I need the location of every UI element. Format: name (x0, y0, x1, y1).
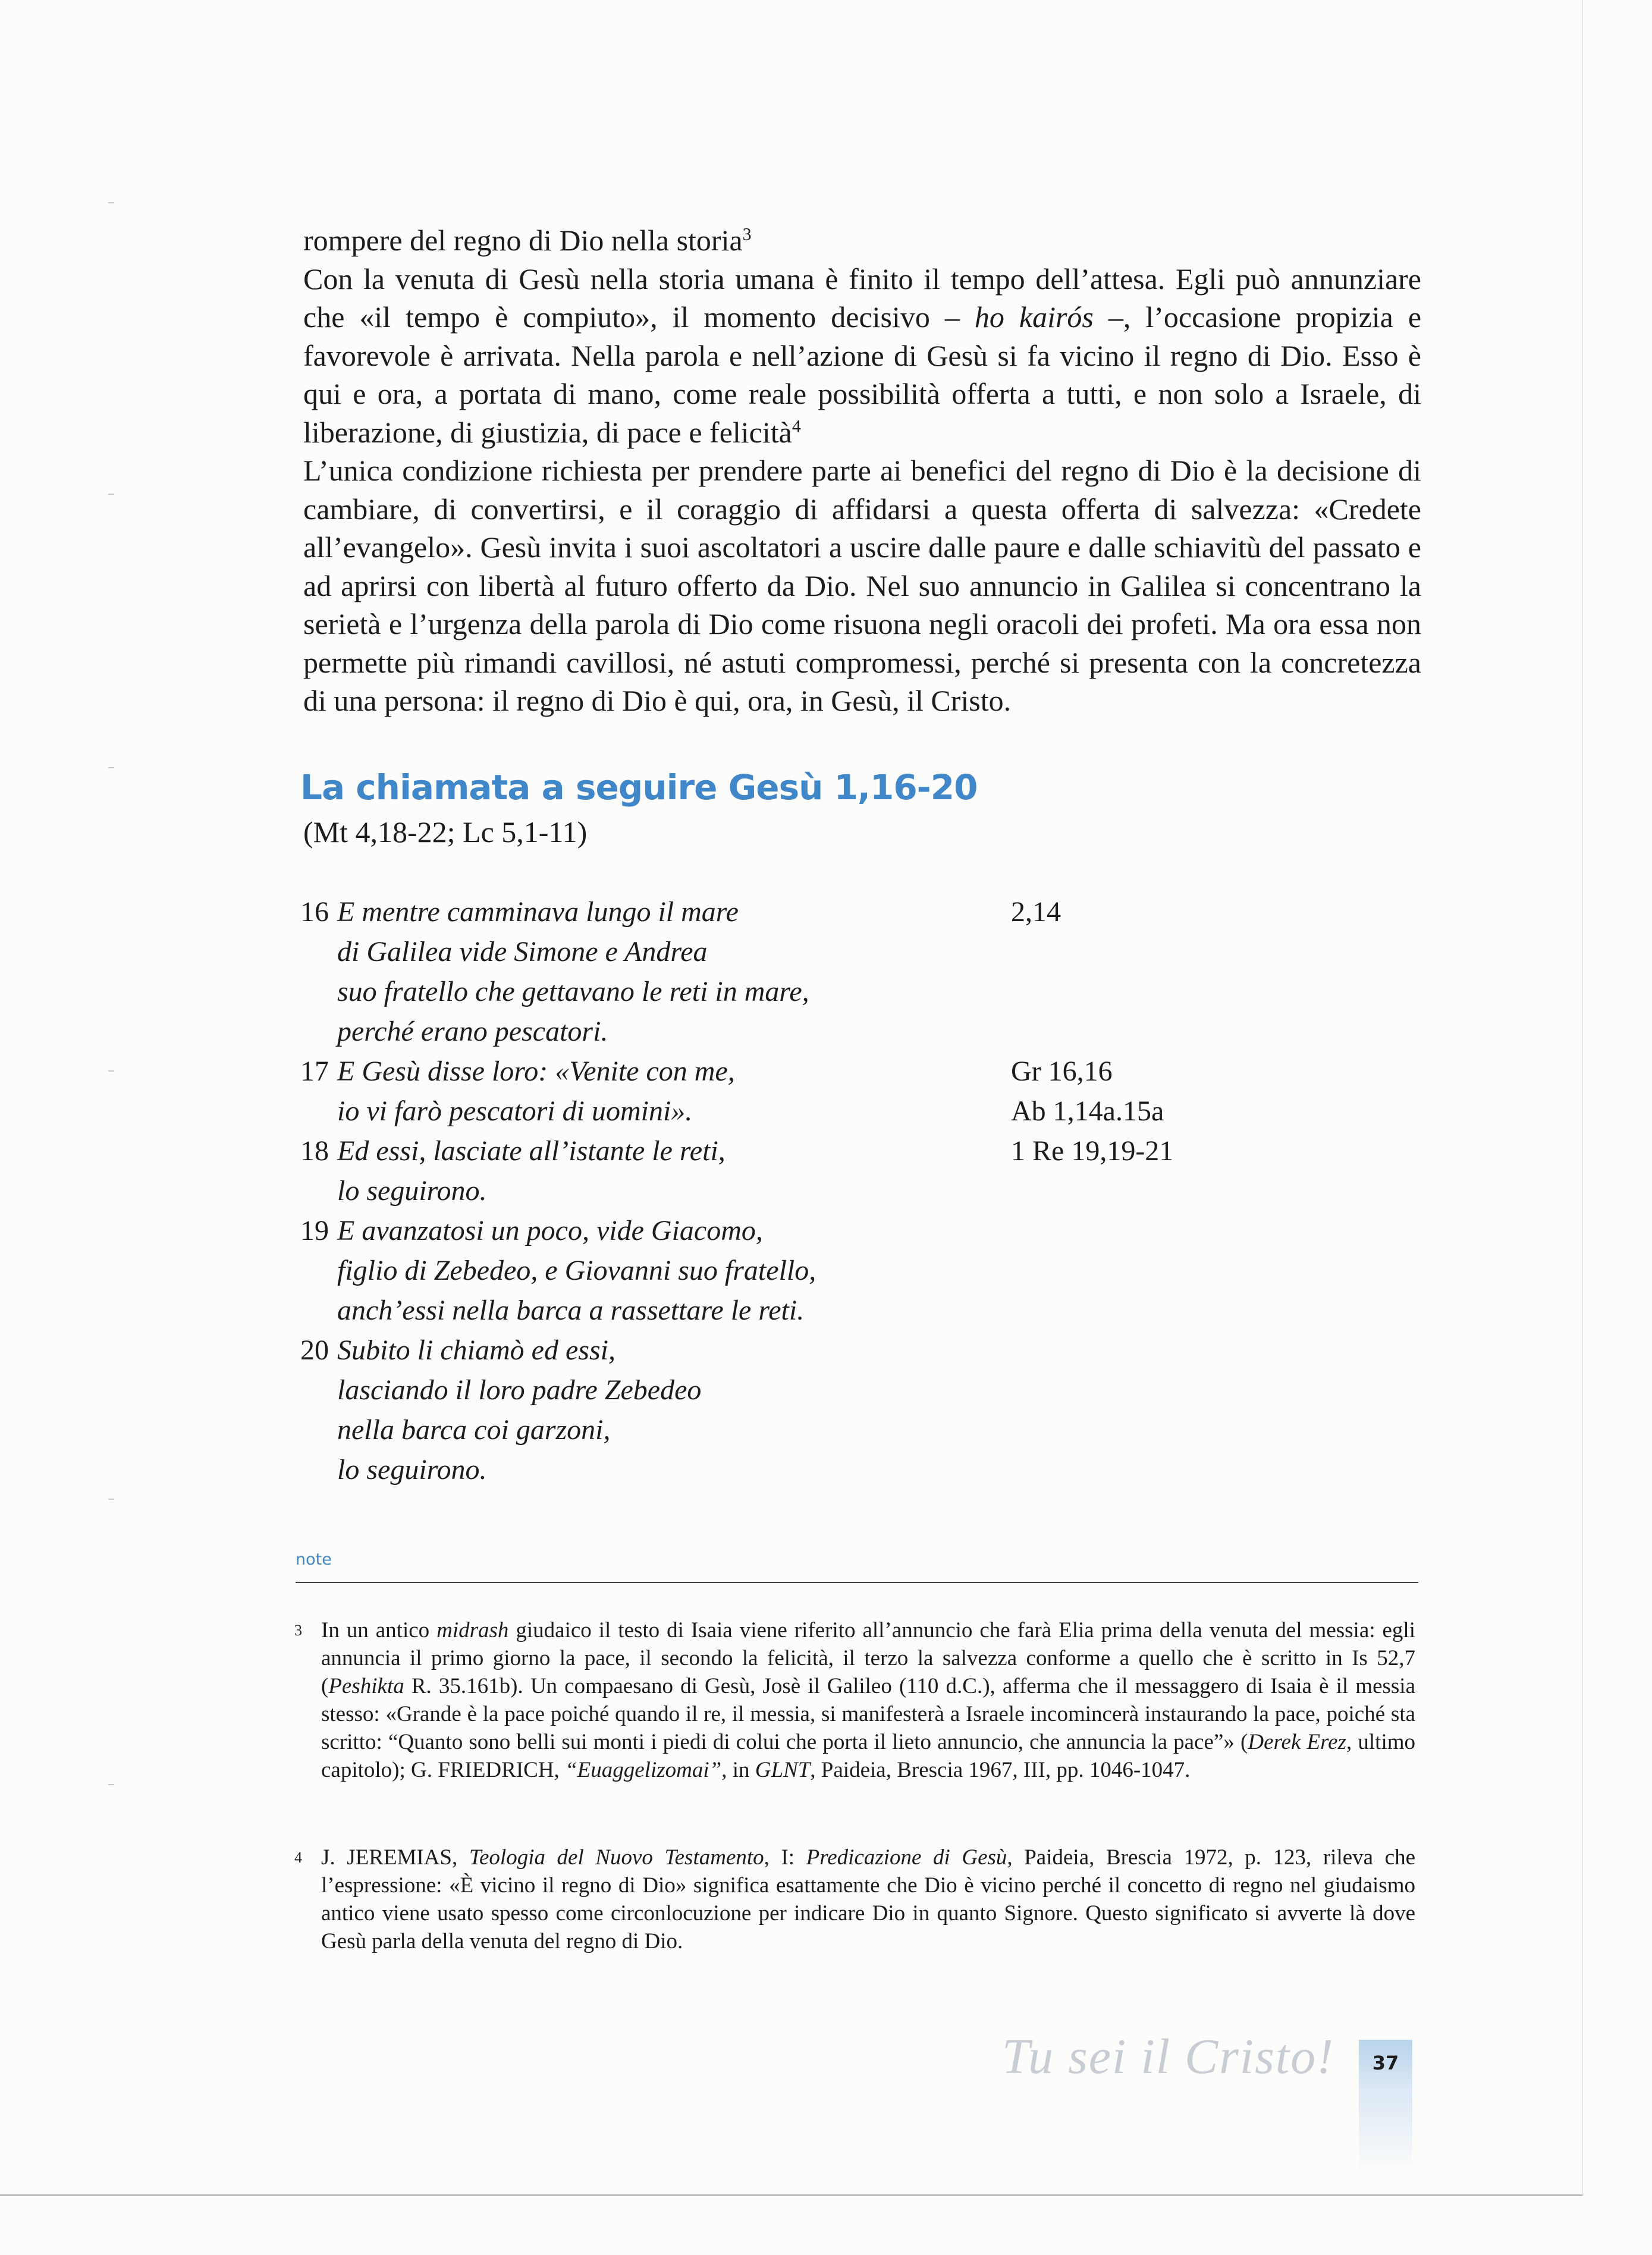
footnote-text: , ultimo capitolo); G. FRIEDRICH, (321, 1730, 1416, 1782)
footnote-number: 4 (294, 1849, 302, 1866)
verse (300, 1051, 1252, 1131)
verse-text: nella barca coi garzoni, (337, 1414, 611, 1446)
verse-list (300, 892, 1252, 1490)
verse-text: E Gesù disse loro: «Venite con me, (337, 1056, 735, 1087)
footnote-text: , I: (764, 1845, 806, 1870)
verse-number: 20 (300, 1334, 329, 1366)
paragraph-1 (303, 221, 1421, 260)
verse (300, 1211, 1252, 1330)
verse-text: io vi farò pescatori di uomini». (337, 1095, 693, 1127)
paragraph-2-text-b: –, l’occasione propizia e favorevole è arrivata. Nella parola e nell’azione di Gesù si fa vicino il regno di Dio. Esso è qui e ora, a portata di mano, come reale possibilità offerta a tutti, e non solo a Israele, di liberazione, di giustizia, di pace e felicità (303, 300, 1422, 449)
margin-mark (108, 1784, 114, 1785)
verse-text: figlio di Zebedeo, e Giovanni suo fratello, (337, 1255, 816, 1286)
verse-text: suo fratello che gettavano le reti in mare, (337, 976, 809, 1007)
verse-text: Ed essi, lasciate all’istante le reti, (337, 1135, 726, 1167)
paragraph-1-text: rompere del regno di Dio nella storia (303, 224, 743, 257)
verse-text: lo seguirono. (337, 1454, 487, 1485)
paragraph-3: L’unica condizione richiesta per prendere parte ai benefici del regno di Dio è la decisione di cambiare, di convertirsi, e il coraggio di affidarsi a questa offerta di salvezza: «Credete all’evangelo». Gesù invita i suoi ascoltatori a uscire dalle paure e dalle schiavitù del passato e ad aprirsi con libertà al futuro offerto da Dio. Nel suo annuncio in Galilea si concentrano la serietà e l’urgenza della parola di Dio come risuona negli oracoli dei profeti. Ma ora essa non permette più rimandi cavillosi, né astuti compromessi, perché si presenta con la concretezza di una persona: il regno di Dio è qui, ora, in Gesù, il Cristo. (303, 454, 1421, 717)
footnote-3 (294, 1616, 1415, 1784)
verse (300, 892, 1252, 1051)
verse-line (300, 1330, 1252, 1370)
verse-number: 17 (300, 1056, 329, 1087)
verse-line (300, 1290, 1252, 1330)
verse-line (300, 1051, 1252, 1091)
footnote-italic: Teologia del Nuovo Testamento (469, 1845, 764, 1870)
margin-mark (108, 767, 114, 768)
footnote-text: In un antico (321, 1618, 437, 1642)
verse-line (300, 1370, 1252, 1410)
footnote-text: J. JEREMIAS, (321, 1845, 469, 1870)
verse-text: Subito li chiamò ed essi, (337, 1334, 615, 1366)
page-number: 37 (1372, 2052, 1399, 2074)
verse-line (300, 1171, 1252, 1211)
greek-term: ho kairós (974, 300, 1094, 334)
verse-text: lasciando il loro padre Zebedeo (337, 1374, 702, 1406)
footnote-italic: midrash (436, 1618, 509, 1642)
verse-line (300, 1450, 1252, 1490)
section-parallels: (Mt 4,18-22; Lc 5,1-11) (303, 815, 588, 849)
footnote-text: , in (721, 1758, 755, 1782)
verse-line (300, 1091, 1252, 1131)
verse-text: di Galilea vide Simone e Andrea (337, 936, 708, 968)
page-accent-bar (1359, 2093, 1412, 2171)
footnote-body (321, 1843, 1415, 1955)
paragraph-2 (303, 260, 1421, 452)
verse-line (300, 892, 1252, 932)
notes-divider (296, 1582, 1418, 1583)
verse-line (300, 1410, 1252, 1450)
verse-text: perché erano pescatori. (337, 1016, 608, 1047)
verse-text: E mentre camminava lungo il mare (337, 896, 739, 928)
footnote-ref-4[interactable]: 4 (792, 416, 801, 436)
verse-number: 19 (300, 1215, 329, 1246)
body-text (303, 221, 1421, 720)
paragraph-2-text-a: Con la venuta di Gesù nella storia umana è finito il tempo dell’attesa. Egli può annunziare che «il tempo è compiuto», il momento decisivo – (303, 262, 1421, 334)
footnote-text: , Paideia, Brescia 1972, p. 123, rileva che l’espressione: «È vicino il regno di Dio» significa esattamente che Dio è vicino perché il concetto di regno nel giudaismo antico viene usato spesso come circonlocuzione per indicare Dio in quanto Signore. Questo significato si avverte là dove Gesù parla della venuta del regno di Dio. (321, 1845, 1415, 1954)
verse (300, 1330, 1252, 1490)
footnote-italic: “Euaggelizomai” (565, 1758, 722, 1782)
verse-line (300, 1131, 1252, 1171)
margin-mark (108, 1070, 114, 1072)
cross-reference: 2,14 (1011, 896, 1061, 928)
footnote-ref-3[interactable]: 3 (742, 224, 752, 244)
section-title: La chiamata a seguire Gesù 1,16-20 (300, 767, 978, 808)
footnote-italic: Peshikta (328, 1674, 404, 1698)
verse (300, 1131, 1252, 1211)
footnote-text: giudaico il testo di Isaia viene riferito all’annuncio che farà Elia prima della venuta del messia: egli annuncia il primo giorno la pace, il secondo la felicità, il terzo la salvezza conforme a quello che è scritto in Is 52,7 ( (321, 1618, 1415, 1698)
cross-reference: Ab 1,14a.15a (1011, 1095, 1164, 1127)
verse-text: anch’essi nella barca a rassettare le reti. (337, 1295, 805, 1326)
verse-number: 16 (300, 896, 329, 928)
verse-text: lo seguirono. (337, 1175, 487, 1207)
footnote-text: R. 35.161b). Un compaesano di Gesù, Josè il Galileo (110 d.C.), afferma che il messaggero di Isaia è il messia stesso: «Grande è la pace poiché quando il re, il messia, si manifesterà a Israele incomincerà instaurando la pace, poiché sta scritto: “Quanto sono belli sui monti i piedi di colui che porta il lieto annuncio, che annuncia la pace”» ( (321, 1674, 1415, 1754)
verse-line (300, 1251, 1252, 1290)
margin-mark (108, 494, 114, 495)
page-number-box (1359, 2040, 1412, 2093)
footnote-italic: Predicazione di Gesù (806, 1845, 1007, 1870)
footnote-4 (294, 1843, 1415, 1955)
verse-number: 18 (300, 1135, 329, 1167)
verse-line (300, 932, 1252, 972)
footnote-italic: Derek Erez (1248, 1730, 1346, 1754)
notes-label: note (296, 1550, 332, 1569)
footnote-number: 3 (294, 1622, 302, 1639)
footnote-text: , Paideia, Brescia 1967, III, pp. 1046-1047. (810, 1758, 1191, 1782)
cross-reference: 1 Re 19,19-21 (1011, 1135, 1174, 1167)
margin-mark (108, 1499, 114, 1500)
verse-text: E avanzatosi un poco, vide Giacomo, (337, 1215, 763, 1246)
margin-mark (108, 202, 114, 203)
book-title: Tu sei il Cristo! (1002, 2029, 1335, 2084)
verse-line (300, 972, 1252, 1012)
footnote-italic: GLNT (755, 1758, 811, 1782)
verse-line (300, 1211, 1252, 1251)
cross-reference: Gr 16,16 (1011, 1056, 1113, 1087)
footnote-body (321, 1616, 1415, 1784)
verse-line (300, 1012, 1252, 1051)
